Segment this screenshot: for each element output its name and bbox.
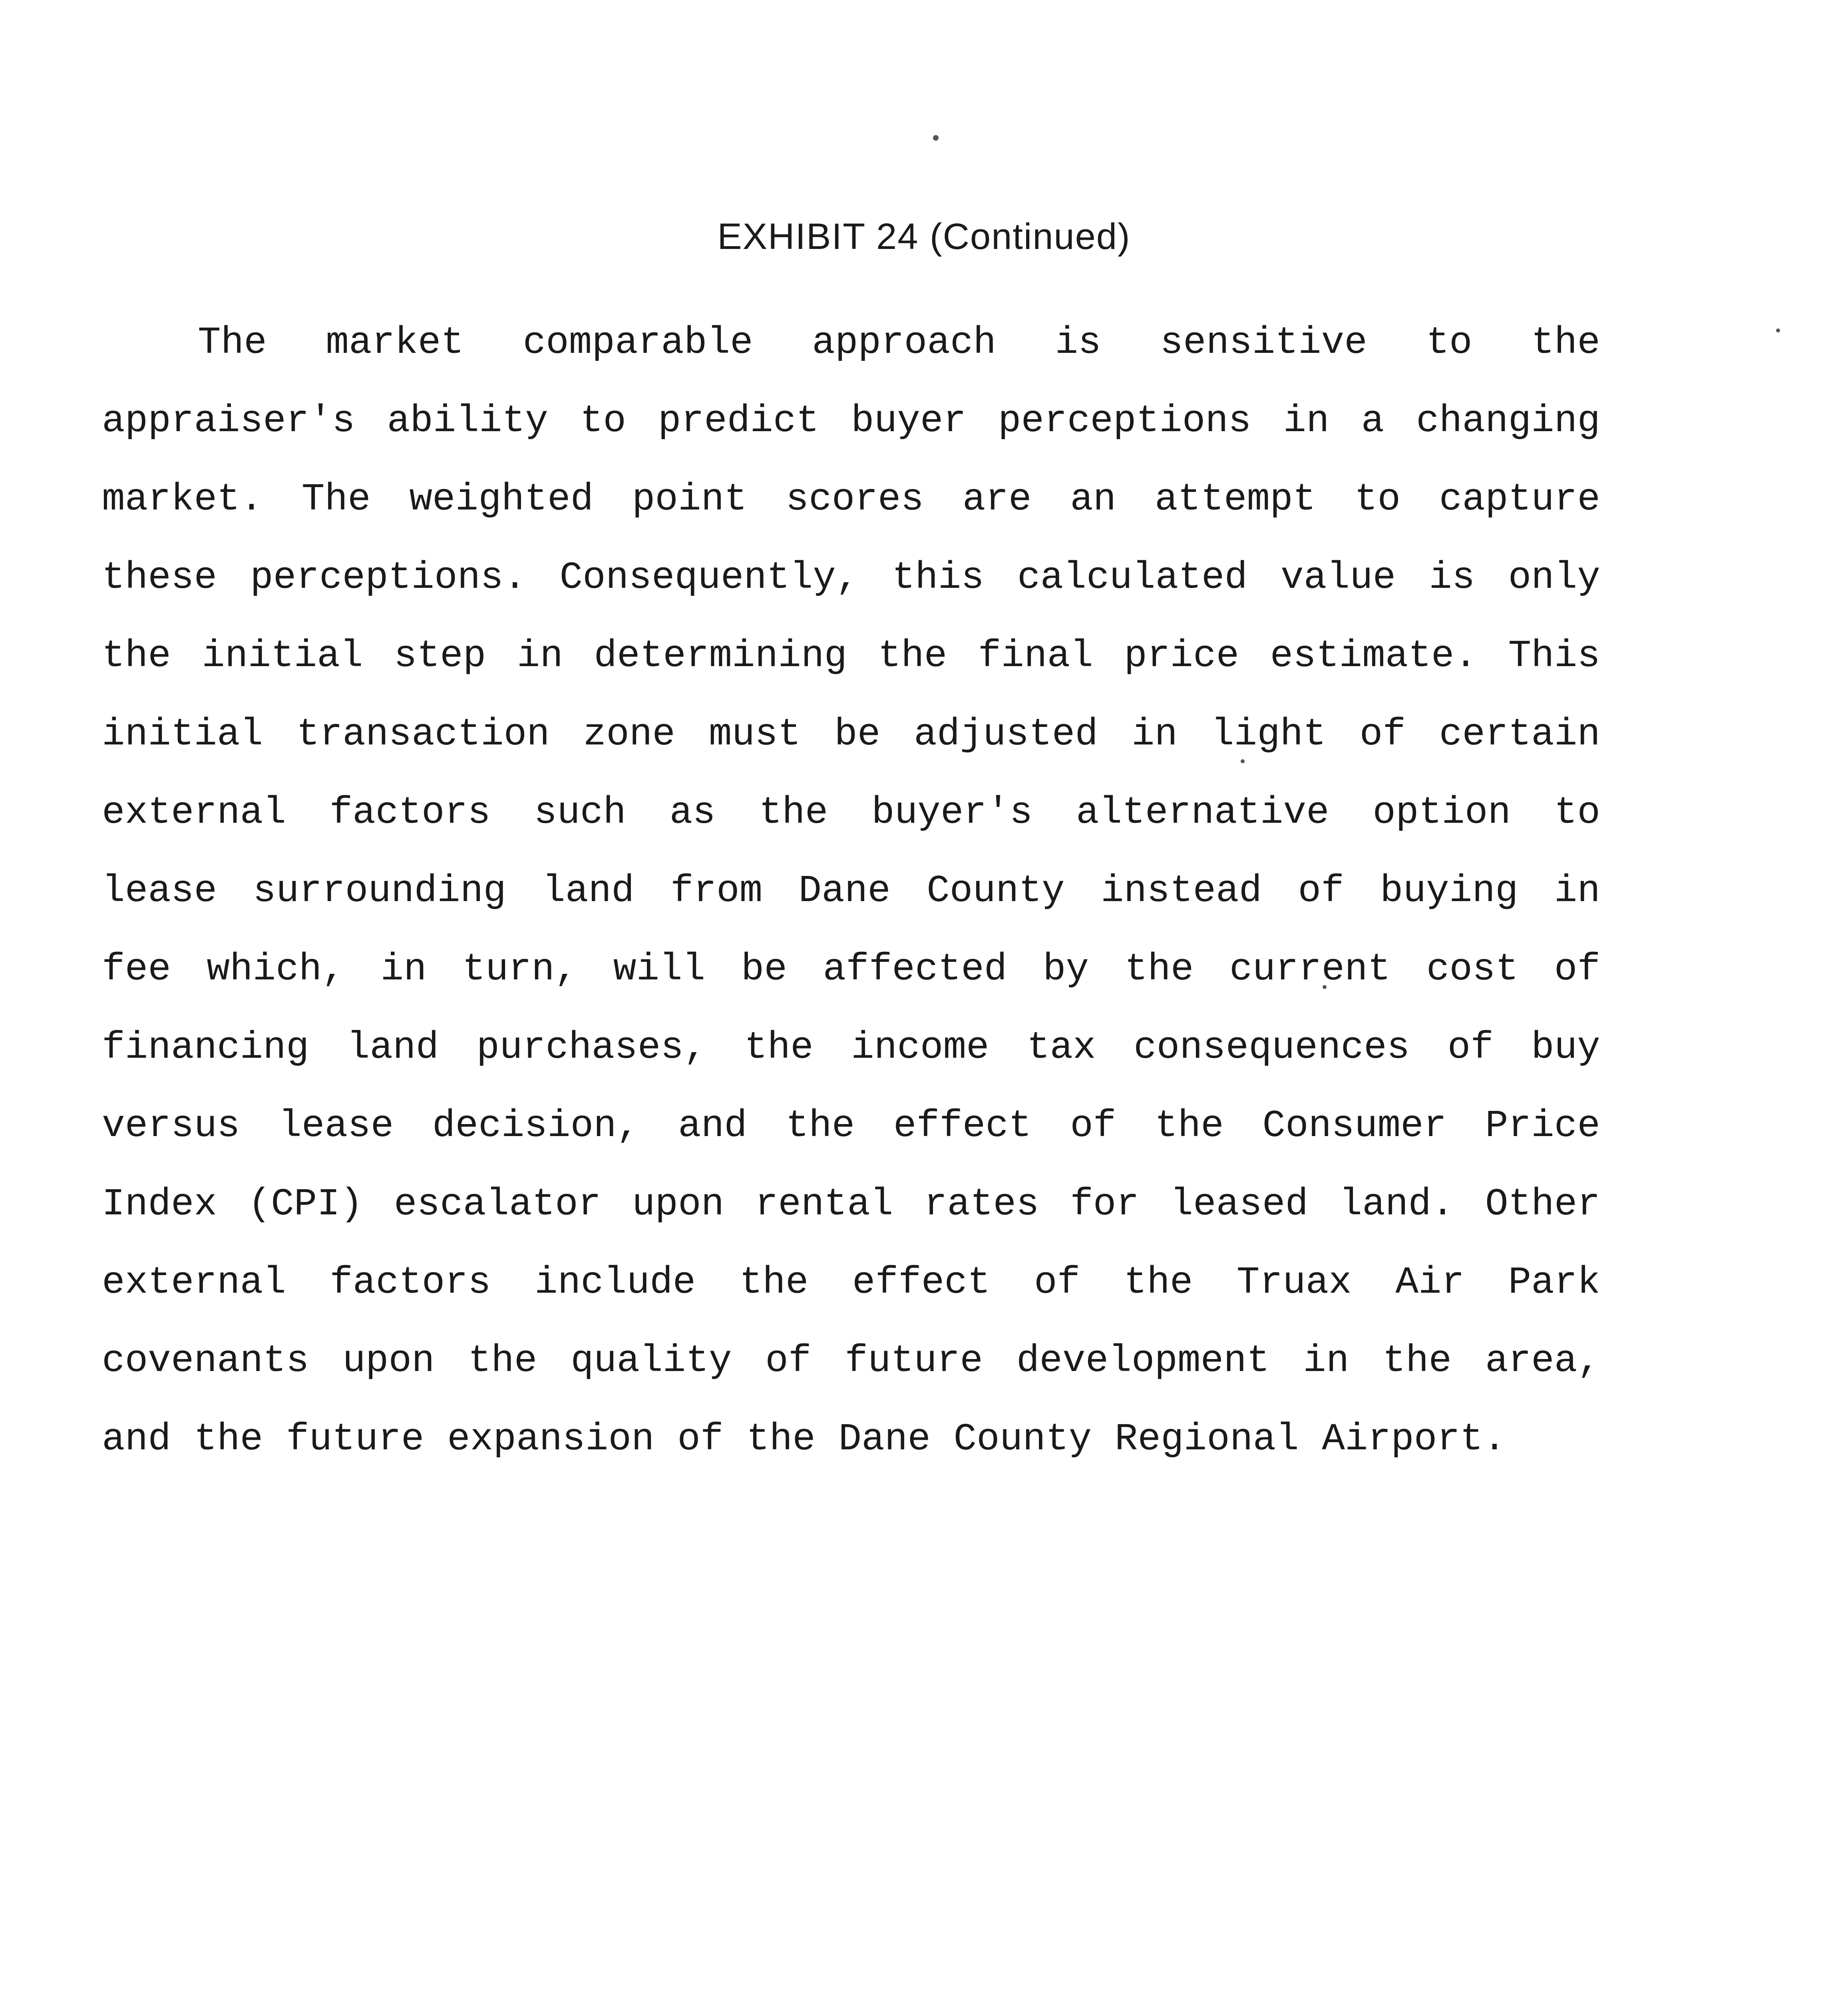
body-paragraph	[102, 304, 1620, 1479]
paragraph-line: market. The weighted point scores are an attempt to capture	[102, 478, 1600, 521]
paragraph-line: covenants upon the quality of future development in the area,	[102, 1339, 1600, 1383]
paragraph-line: external factors include the effect of the Truax Air Park	[102, 1261, 1600, 1304]
paragraph-line: and the future expansion of the Dane County Regional Airport.	[102, 1417, 1506, 1461]
paragraph-line: financing land purchases, the income tax consequences of buy	[102, 1026, 1600, 1069]
exhibit-title: EXHIBIT 24 (Continued)	[717, 216, 1131, 257]
paragraph-line: external factors such as the buyer's alternative option to	[102, 791, 1600, 834]
paragraph-line: these perceptions. Consequently, this calculated value is only	[102, 556, 1600, 599]
paragraph-line: lease surrounding land from Dane County instead of buying in	[102, 869, 1600, 913]
paragraph-line: Index (CPI) escalator upon rental rates for leased land. Other	[102, 1182, 1600, 1226]
paragraph-line: The market comparable approach is sensitive to the	[198, 321, 1600, 364]
paragraph-line: versus lease decision, and the effect of the Consumer Price	[102, 1104, 1600, 1148]
scan-speck	[933, 135, 939, 141]
paragraph-line: initial transaction zone must be adjusted in light of certain	[102, 712, 1600, 756]
paragraph-line: fee which, in turn, will be affected by the current cost of	[102, 947, 1600, 991]
scan-speck	[1776, 328, 1780, 332]
paragraph-line: appraiser's ability to predict buyer perceptions in a changing	[102, 399, 1600, 443]
paragraph-line: the initial step in determining the final price estimate. This	[102, 634, 1600, 678]
